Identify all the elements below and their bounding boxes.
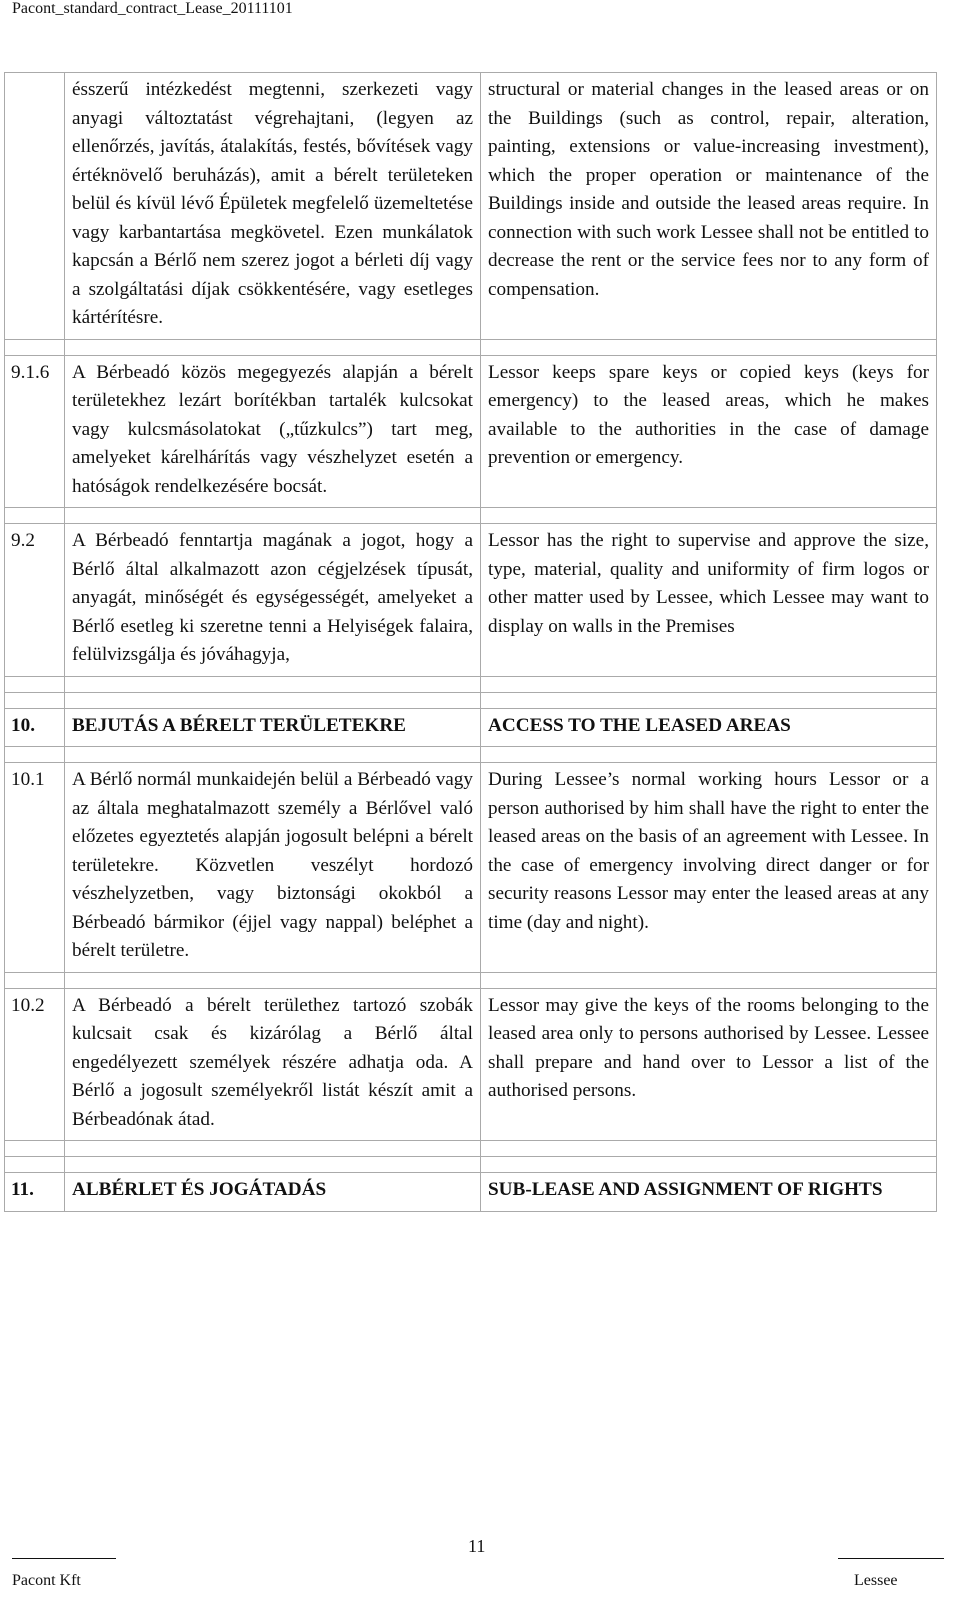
section-heading-row <box>5 1173 937 1212</box>
section-heading-row <box>5 708 937 747</box>
hungarian-text: A Bérbeadó fenntartja magának a jogot, hogy a Bérlő által alkalmazott azon cégjelzések típusát, anyagát, minőségét és egységességét, amelyeket a Bérlő esetleg ki szeretne tenni a Helyiségek falaira, felülvizsgálja és jóváhagyja, <box>65 524 481 677</box>
spacer-cell <box>65 1157 481 1173</box>
english-text: During Lessee’s normal working hours Lessor or a person authorised by him shall have the right to enter the leased areas on the basis of an agreement with Lessee. In the case of emergency involving direct danger or for security reasons Lessor may enter the leased areas at any time (day and night). <box>481 763 937 973</box>
spacer-cell <box>5 1141 65 1157</box>
clause-number: 9.2 <box>5 524 65 677</box>
clause-row <box>5 73 937 340</box>
spacer-cell <box>481 508 937 524</box>
clause-row <box>5 988 937 1141</box>
spacer-cell <box>5 747 65 763</box>
english-text: SUB-LEASE AND ASSIGNMENT OF RIGHTS <box>481 1173 937 1212</box>
spacer-cell <box>5 1157 65 1173</box>
spacer-cell <box>481 339 937 355</box>
spacer-row <box>5 972 937 988</box>
spacer-cell <box>5 339 65 355</box>
page-footer <box>0 1536 960 1600</box>
hungarian-text: A Bérbeadó közös megegyezés alapján a bérelt területekhez lezárt borítékban tartalék kulcsokat vagy kulcsmásolatokat („tűzkulcs”) tart meg, amelyeket kárelhárítás vagy vészhelyzet esetén a hatóságok rendelkezésére bocsát. <box>65 355 481 508</box>
hungarian-text: ALBÉRLET ÉS JOGÁTADÁS <box>65 1173 481 1212</box>
clause-number: 10.1 <box>5 763 65 973</box>
spacer-cell <box>481 747 937 763</box>
document-title: Pacont_standard_contract_Lease_20111101 <box>12 0 293 17</box>
english-text: Lessor may give the keys of the rooms belonging to the leased area only to persons authorised by Lessee. Lessee shall prepare and hand over to Lessor a list of the authorised persons. <box>481 988 937 1141</box>
spacer-cell <box>65 676 481 692</box>
contract-table <box>4 72 937 1212</box>
signature-line-right <box>838 1558 944 1559</box>
spacer-row <box>5 692 937 708</box>
spacer-cell <box>65 972 481 988</box>
spacer-cell <box>5 972 65 988</box>
spacer-cell <box>481 676 937 692</box>
clause-row <box>5 524 937 677</box>
clause-number: 10.2 <box>5 988 65 1141</box>
spacer-row <box>5 1157 937 1173</box>
spacer-cell <box>65 1141 481 1157</box>
clause-number: 11. <box>5 1173 65 1212</box>
clause-row <box>5 763 937 973</box>
spacer-row <box>5 1141 937 1157</box>
spacer-row <box>5 676 937 692</box>
hungarian-text: ésszerű intézkedést megtenni, szerkezeti vagy anyagi változtatást végrehajtani, (legyen az ellenőrzés, javítás, átalakítás, festés, bővítések vagy értéknövelő beruházás), amit a bérelt területeken belül és kívül lévő Épületek megfelelő üzemeltetése vagy karbantartása megkövetel. Ezen munkálatok kapcsán a Bérlő nem szerez jogot a bérleti díj vagy a szolgáltatási díjak csökkentésére, vagy esetleges kártérítésre. <box>65 73 481 340</box>
spacer-cell <box>481 972 937 988</box>
signature-line-left <box>12 1558 116 1559</box>
spacer-cell <box>481 1157 937 1173</box>
spacer-cell <box>481 692 937 708</box>
spacer-cell <box>5 676 65 692</box>
english-text: Lessor has the right to supervise and approve the size, type, material, quality and uniformity of firm logos or other matter used by Lessee, which Lessee may want to display on walls in the Premises <box>481 524 937 677</box>
clause-row <box>5 355 937 508</box>
spacer-cell <box>481 1141 937 1157</box>
footer-right-party: Lessee <box>854 1572 898 1589</box>
english-text: Lessor keeps spare keys or copied keys (keys for emergency) to the leased areas, which he makes available to the authorities in the case of damage prevention or emergency. <box>481 355 937 508</box>
spacer-row <box>5 339 937 355</box>
footer-left-party: Pacont Kft <box>12 1572 81 1589</box>
spacer-row <box>5 508 937 524</box>
spacer-cell <box>65 508 481 524</box>
spacer-cell <box>65 692 481 708</box>
clause-number <box>5 73 65 340</box>
page-number: 11 <box>468 1536 486 1556</box>
hungarian-text: A Bérlő normál munkaidején belül a Bérbeadó vagy az általa meghatalmazott személy a Bérlővel való előzetes egyeztetés alapján jogosult belépni a bérelt területekre. Közvetlen veszélyt hordozó vészhelyzetben, vagy biztonsági okokból a Bérbeadó bármikor (éjjel vagy nappal) beléphet a bérelt területre. <box>65 763 481 973</box>
spacer-cell <box>5 692 65 708</box>
hungarian-text: BEJUTÁS A BÉRELT TERÜLETEKRE <box>65 708 481 747</box>
hungarian-text: A Bérbeadó a bérelt területhez tartozó szobák kulcsait csak és kizárólag a Bérlő által engedélyezett személyek részére adhatja oda. A Bérlő a jogosult személyekről listát készít amit a Bérbeadónak átad. <box>65 988 481 1141</box>
spacer-cell <box>65 339 481 355</box>
english-text: ACCESS TO THE LEASED AREAS <box>481 708 937 747</box>
english-text: structural or material changes in the leased areas or on the Buildings (such as control, repair, alteration, painting, extensions or value-increasing investment), which the proper operation or maintenance of the Buildings inside and outside the leased areas require. In connection with such work Lessee shall not be entitled to decrease the rent or the service fees nor to any form of compensation. <box>481 73 937 340</box>
clause-number: 9.1.6 <box>5 355 65 508</box>
spacer-cell <box>5 508 65 524</box>
contract-table-body <box>5 73 937 1212</box>
clause-number: 10. <box>5 708 65 747</box>
spacer-row <box>5 747 937 763</box>
spacer-cell <box>65 747 481 763</box>
